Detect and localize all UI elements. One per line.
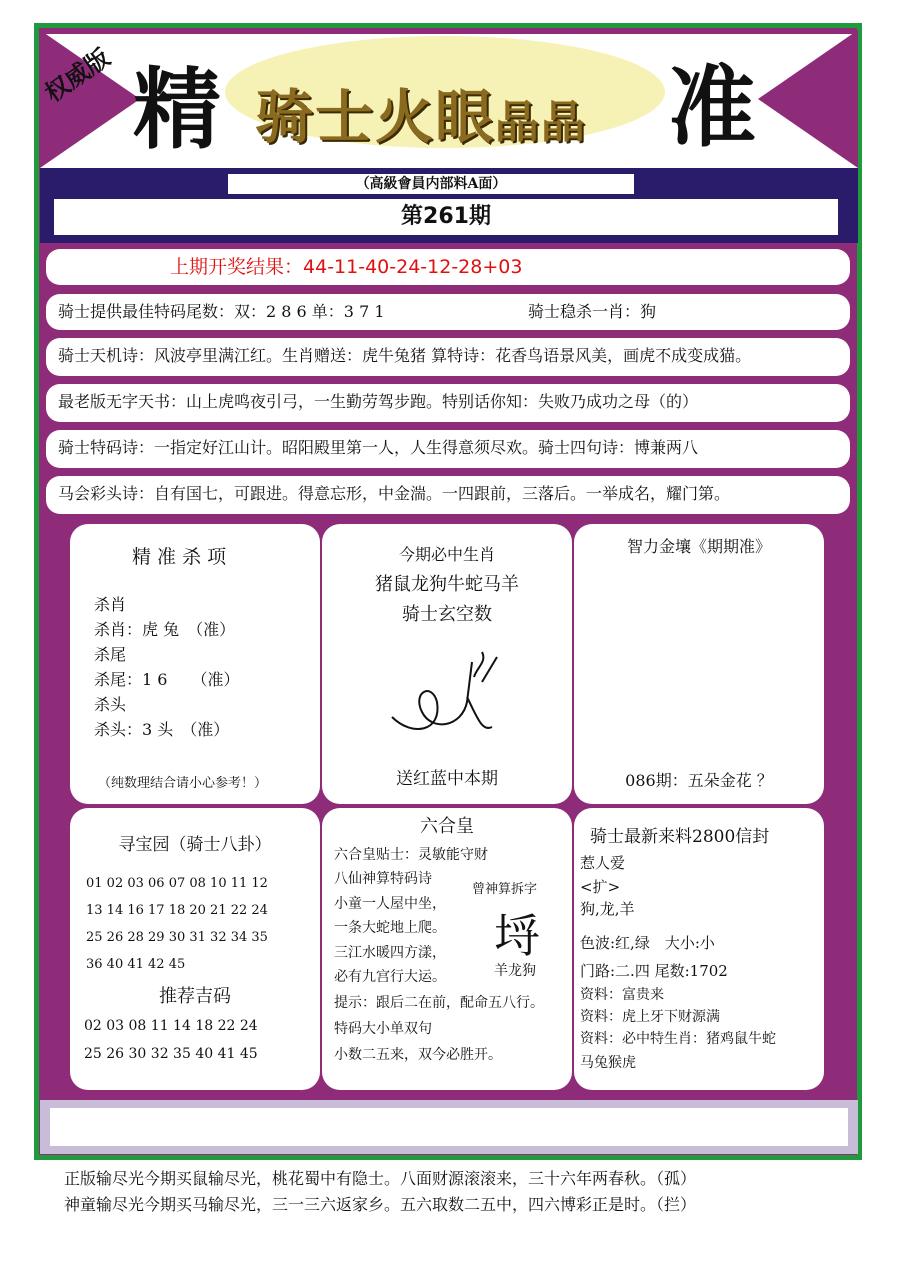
kill-one: 骑士稳杀一肖：狗 [528, 302, 657, 321]
box1-line: 杀肖：虎 兔 （准） [94, 620, 236, 639]
box1-line: 杀尾 [94, 645, 127, 664]
box6-line: 资料：虎上牙下财源满 [580, 1009, 720, 1025]
treasure-box [70, 808, 320, 1090]
box5-line: 小童一人屋中坐， [334, 896, 446, 912]
box5-side-title: 曾神算拆字 [472, 882, 538, 897]
envelope-box [574, 808, 824, 1090]
box6-line: 惹人爱 [580, 854, 626, 872]
box1-title: 精 准 杀 项 [132, 546, 227, 568]
box5-line: 六合皇贴士：灵敏能守财 [334, 847, 488, 863]
subtitle: （高級會員内部料A面） [228, 174, 634, 194]
box2-line2: 猪鼠龙狗牛蛇马羊 [375, 574, 519, 595]
box5-line: 小数二五来，双今必胜开。 [334, 1047, 502, 1063]
poem1-row [46, 338, 850, 376]
brand-title: 骑士火眼晶晶 [255, 83, 588, 151]
box5-line: 必有九宫行大运。 [334, 969, 446, 985]
box4-rec-numbers: 25 26 30 32 35 40 41 45 [84, 1046, 258, 1062]
box3-title: 智力金壤《期期准》 [626, 537, 771, 556]
box6-line: 资料：必中特生肖：猪鸡鼠牛蛇 [580, 1031, 776, 1047]
poem3: 骑士特码诗：一指定好江山计。昭阳殿里第一人，人生得意须尽欢。骑士四句诗：博兼两八 [58, 438, 699, 457]
box4-numbers: 25 26 28 29 30 31 32 34 35 [86, 930, 268, 945]
box6-line: <扩> [580, 878, 621, 896]
box3-bottom: 086期：五朵金花 ？ [625, 771, 773, 790]
tail-row [46, 294, 850, 330]
box2-line1: 今期必中生肖 [398, 545, 495, 564]
footer-line1: 正版输尽光今期买鼠输尽光，桃花蜀中有隐士。八面财源滚滚来，三十六年两春秋。（孤） [64, 1169, 697, 1188]
authority-badge: 权威版 [39, 43, 115, 108]
box4-numbers: 36 40 41 42 45 [86, 957, 186, 972]
signature-scribble [382, 642, 512, 742]
box5-side-bottom: 羊龙狗 [494, 963, 536, 979]
wisdom-box [574, 524, 824, 804]
poem3-row [46, 430, 850, 468]
box4-numbers: 13 14 16 17 18 20 21 22 24 [86, 903, 268, 918]
box2-bottom: 送红蓝中本期 [396, 769, 498, 789]
box4-numbers: 01 02 03 06 07 08 10 11 12 [86, 876, 268, 891]
box5-line: 三江水暖四方漾， [334, 945, 446, 961]
box1-line: 杀头：3 头 （准） [94, 720, 230, 739]
box4-title: 寻宝园（骑士八卦） [118, 835, 272, 855]
liuhe-box [322, 808, 572, 1090]
box6-line: 色波:红,绿 大小:小 [580, 934, 715, 952]
box2-line3: 骑士玄空数 [402, 604, 492, 625]
box6-title: 骑士最新来料2800信封 [590, 827, 770, 847]
poem2-row [46, 384, 850, 422]
box6-line: 马兔猴虎 [580, 1055, 636, 1071]
last-result-value: 44-11-40-24-12-28+03 [303, 256, 523, 278]
bottom-strip-inner [50, 1108, 848, 1146]
box6-line: 资料：富贵来 [580, 987, 664, 1003]
box6-line: 狗,龙,羊 [580, 900, 635, 918]
poem1: 骑士天机诗：风波亭里满江红。生肖赠送：虎牛兔猪 算特诗：花香鸟语景风美，画虎不成变成猫。 [58, 346, 752, 365]
box4-rec-numbers: 02 03 08 11 14 18 22 24 [84, 1018, 258, 1034]
box5-line: 八仙神算特码诗 [334, 871, 432, 887]
footer-line2: 神童输尽光今期买马输尽光，三一三六返家乡。五六取数二五中，四六博彩正是时。（拦） [64, 1195, 697, 1214]
box6-line: 门路:二.四 尾数:1702 [580, 962, 728, 980]
last-result-row [46, 249, 850, 285]
poem4-row [46, 476, 850, 514]
tail-numbers: 骑士提供最佳特码尾数：双：2 8 6 单：3 7 1 [58, 302, 385, 321]
box1-line: 杀尾：1 6 （准） [94, 670, 240, 689]
poem4: 马会彩头诗：自有国七，可跟进。得意忘形，中金湍。一四跟前，三落后。一举成名，耀门第。 [58, 484, 731, 503]
box5-title: 六合皇 [420, 816, 474, 837]
box1-line: 杀肖 [94, 595, 127, 614]
header-left-char: 精 [133, 58, 222, 161]
box5-line: 提示：跟后二在前，配命五八行。 [334, 995, 544, 1011]
box5-big-char: 埒 [494, 909, 540, 963]
header-right-char: 准 [668, 56, 757, 159]
kill-items-box [70, 524, 320, 804]
box1-note: （纯数理结合请小心参考！） [98, 776, 268, 791]
issue-number: 第261期 [54, 199, 838, 235]
poem2: 最老版无字天书：山上虎鸣夜引弓，一生勤劳驾步跑。特别话你知：失败乃成功之母（的） [58, 392, 699, 411]
box4-rec-title: 推荐吉码 [159, 986, 231, 1007]
box5-line: 特码大小单双句 [334, 1021, 432, 1037]
must-win-box [322, 524, 572, 804]
box1-line: 杀头 [94, 695, 127, 714]
box5-line: 一条大蛇地上爬。 [334, 920, 446, 936]
last-result-label: 上期开奖结果： [170, 256, 304, 278]
